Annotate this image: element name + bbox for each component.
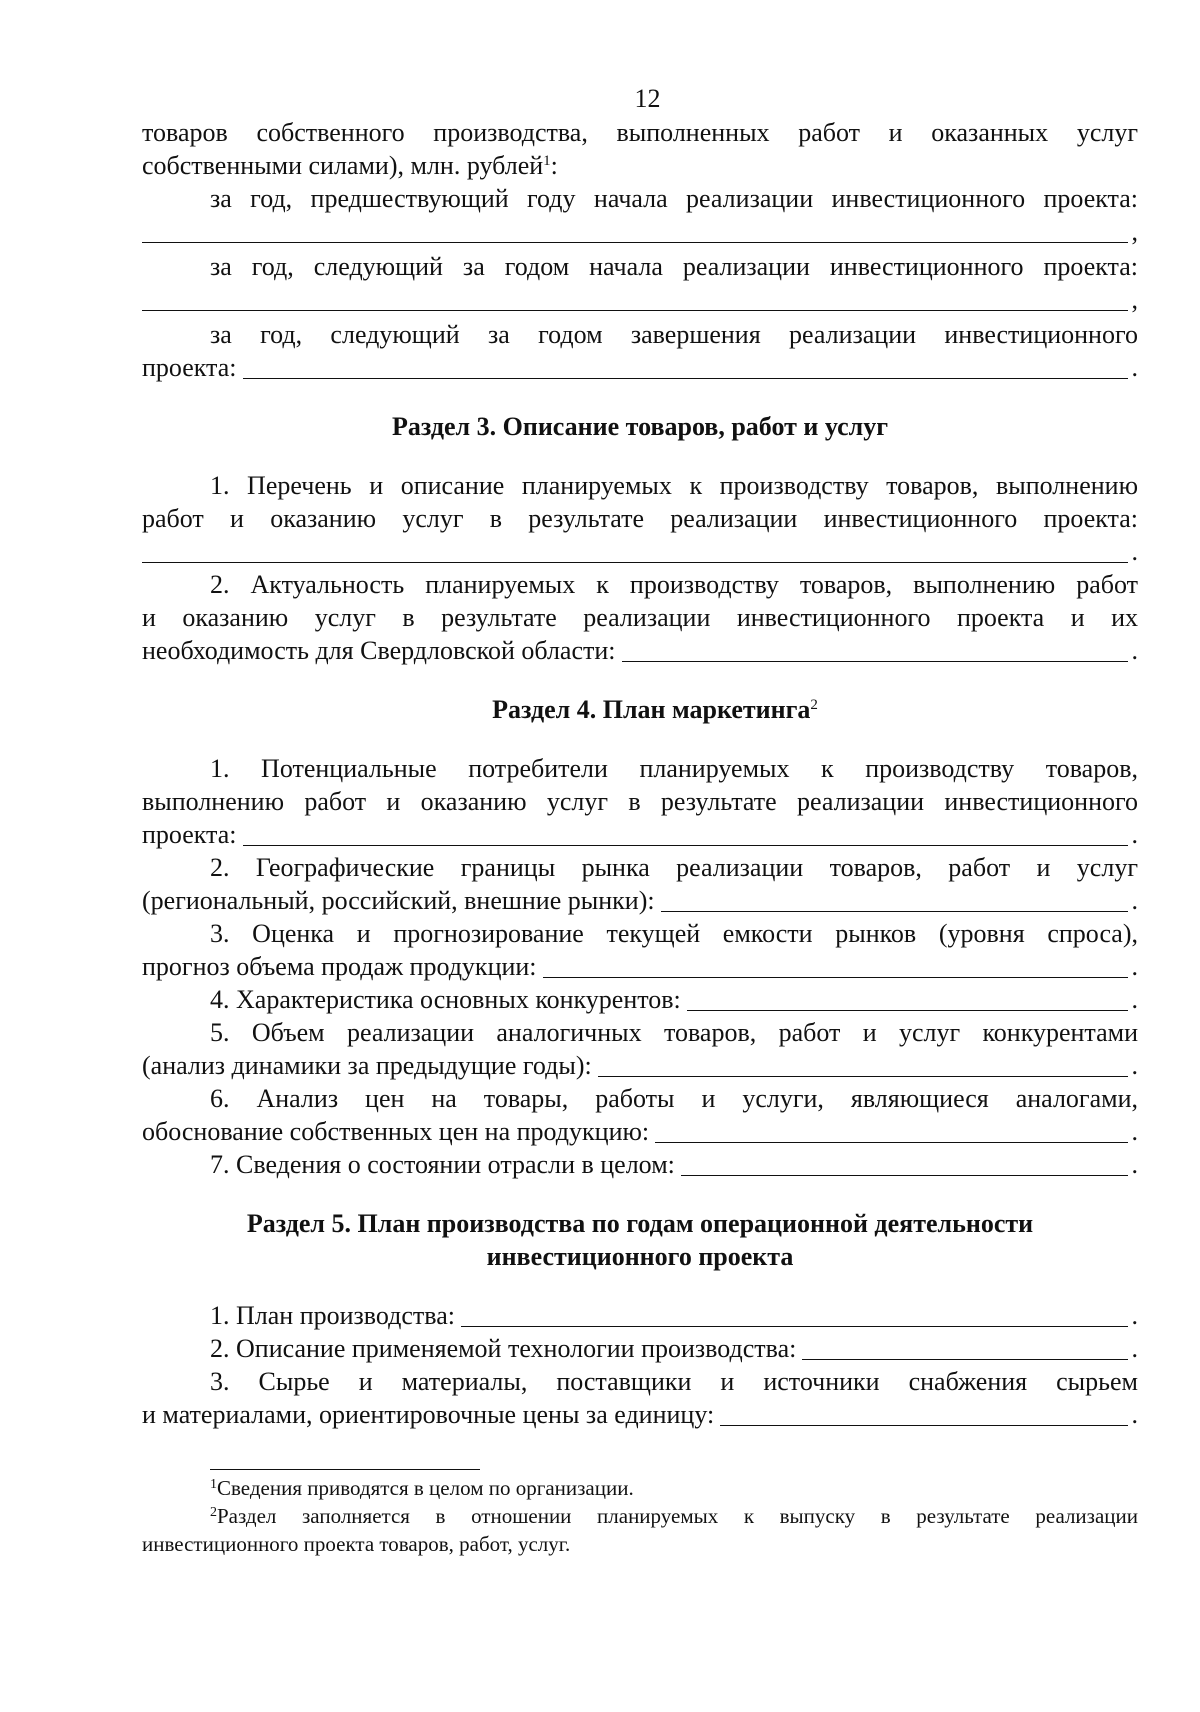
section-4-items (142, 752, 1138, 1181)
list-item-label: (региональный, российский, внешние рынки): (142, 886, 655, 915)
fill-in-blank[interactable] (142, 288, 1128, 311)
list-item-line: 3. Сырье и материалы, поставщики и источники снабжения сырьем (210, 1367, 1138, 1396)
line-end-punct: . (1131, 1400, 1138, 1429)
fill-in-blank[interactable] (720, 1403, 1127, 1426)
fill-in-blank[interactable] (243, 356, 1128, 379)
fill-in-blank[interactable] (598, 1054, 1128, 1077)
list-item-label: обоснование собственных цен на продукцию: (142, 1117, 650, 1146)
line-end-punct: . (1131, 537, 1138, 566)
fill-in-blank[interactable] (655, 1120, 1127, 1143)
section-5-items (142, 1299, 1138, 1431)
fill-in-blank[interactable] (243, 823, 1128, 846)
line-end-punct: . (1131, 353, 1138, 382)
fill-in-blank[interactable] (681, 1153, 1128, 1176)
list-item-fill-line (142, 983, 1138, 1016)
list-item-line: 1. Потенциальные потребители планируемых к производству товаров, (210, 754, 1138, 783)
list-item-fill-line (142, 884, 1138, 917)
section-3-p1-blank-line (142, 535, 1138, 568)
line-end-punct: . (1131, 952, 1138, 981)
intro-item-3-label: проекта: (142, 353, 237, 382)
line-end-punct: . (1131, 886, 1138, 915)
footnote-1-text: Сведения приводятся в целом по организации. (217, 1476, 634, 1500)
fill-in-blank[interactable] (661, 889, 1128, 912)
fill-in-blank[interactable] (461, 1304, 1128, 1327)
footnote-2-line-1 (142, 1502, 1138, 1530)
footnote-1-number: 1 (210, 1477, 217, 1492)
intro-item-1-blank-line (142, 215, 1138, 248)
list-item-line: 2. Географические границы рынка реализации товаров, работ и услуг (210, 853, 1138, 882)
list-item-line: выполнению работ и оказанию услуг в результате реализации инвестиционного (142, 787, 1138, 816)
footnote-ref-1: 1 (543, 153, 551, 169)
section-3-p1-line-1: 1. Перечень и описание планируемых к производству товаров, выполнению (210, 471, 1138, 500)
footnote-separator (210, 1469, 480, 1470)
section-3-title: Раздел 3. Описание товаров, работ и услуг (391, 412, 889, 441)
footnote-2-number: 2 (210, 1505, 217, 1520)
line-end-punct: . (1131, 1334, 1138, 1363)
page-number: 12 (634, 84, 661, 113)
fill-in-blank[interactable] (142, 540, 1128, 563)
list-item-fill-line (142, 1049, 1138, 1082)
list-item-label: 2. Описание применяемой технологии производства: (210, 1334, 797, 1363)
line-end-punct: . (1131, 1051, 1138, 1080)
section-5-title-line-1: Раздел 5. План производства по годам операционной деятельности (246, 1209, 1034, 1238)
list-item-fill-line (142, 950, 1138, 983)
intro-item-2-label: за год, следующий за годом начала реализации инвестиционного проекта: (210, 252, 1138, 281)
section-4-title (142, 693, 1138, 726)
section-3-p2-label: необходимость для Свердловской области: (142, 636, 616, 665)
intro-item-3-line-1: за год, следующий за годом завершения реализации инвестиционного (210, 320, 1138, 349)
intro-line-2-text: собственными силами), млн. рублей (142, 151, 544, 180)
list-item-fill-line (142, 1299, 1138, 1332)
footnote-ref-2: 2 (810, 697, 818, 713)
list-item-label: 7. Сведения о состоянии отрасли в целом: (210, 1150, 675, 1179)
section-5-title-line-2: инвестиционного проекта (486, 1242, 794, 1271)
line-end-punct: . (1131, 1301, 1138, 1330)
fill-in-blank[interactable] (687, 988, 1128, 1011)
section-3-p2-line-1: 2. Актуальность планируемых к производству товаров, выполнению работ (210, 570, 1138, 599)
intro-line-2 (142, 149, 1138, 182)
line-end-punct: , (1131, 285, 1138, 314)
fill-in-blank[interactable] (543, 955, 1128, 978)
section-3-p2-line-3 (142, 634, 1138, 667)
list-item-label: прогноз объема продаж продукции: (142, 952, 537, 981)
list-item-label: 4. Характеристика основных конкурентов: (210, 985, 681, 1014)
page-content (142, 82, 1138, 1558)
line-end-punct: , (1131, 217, 1138, 246)
line-end-punct: . (1131, 1150, 1138, 1179)
footnote-2-text-line-1: Раздел заполняется в отношении планируемых к выпуску в результате реализации (217, 1504, 1138, 1528)
list-item-label: проекта: (142, 820, 237, 849)
intro-item-1-label: за год, предшествующий году начала реализации инвестиционного проекта: (210, 184, 1138, 213)
list-item-label: (анализ динамики за предыдущие годы): (142, 1051, 592, 1080)
list-item-fill-line (142, 1148, 1138, 1181)
list-item-label: 1. План производства: (210, 1301, 455, 1330)
section-3-p1-line-2: работ и оказанию услуг в результате реализации инвестиционного проекта: (142, 504, 1138, 533)
intro-item-2-blank-line (142, 283, 1138, 316)
list-item-line: 3. Оценка и прогнозирование текущей емкости рынков (уровня спроса), (210, 919, 1138, 948)
intro-item-3-line-2 (142, 351, 1138, 384)
intro-line-1: товаров собственного производства, выполненных работ и оказанных услуг (142, 118, 1138, 147)
section-4-title-text: Раздел 4. План маркетинга (492, 695, 811, 724)
list-item-fill-line (142, 1398, 1138, 1431)
fill-in-blank[interactable] (622, 639, 1128, 662)
list-item-fill-line (142, 818, 1138, 851)
fill-in-blank[interactable] (142, 220, 1128, 243)
line-end-punct: . (1131, 636, 1138, 665)
list-item-line: 6. Анализ цен на товары, работы и услуги, являющиеся аналогами, (210, 1084, 1138, 1113)
list-item-fill-line (142, 1332, 1138, 1365)
footnote-2-line-2: инвестиционного проекта товаров, работ, услуг. (142, 1532, 571, 1556)
line-end-punct: . (1131, 1117, 1138, 1146)
fill-in-blank[interactable] (802, 1337, 1127, 1360)
list-item-fill-line (142, 1115, 1138, 1148)
line-end-punct: . (1131, 820, 1138, 849)
list-item-label: и материалами, ориентировочные цены за единицу: (142, 1400, 715, 1429)
footnote-1 (142, 1474, 1138, 1502)
list-item-line: 5. Объем реализации аналогичных товаров, работ и услуг конкурентами (210, 1018, 1138, 1047)
intro-line-2-end: : (550, 151, 558, 180)
line-end-punct: . (1131, 985, 1138, 1014)
section-3-p2-line-2: и оказанию услуг в результате реализации инвестиционного проекта и их (142, 603, 1138, 632)
